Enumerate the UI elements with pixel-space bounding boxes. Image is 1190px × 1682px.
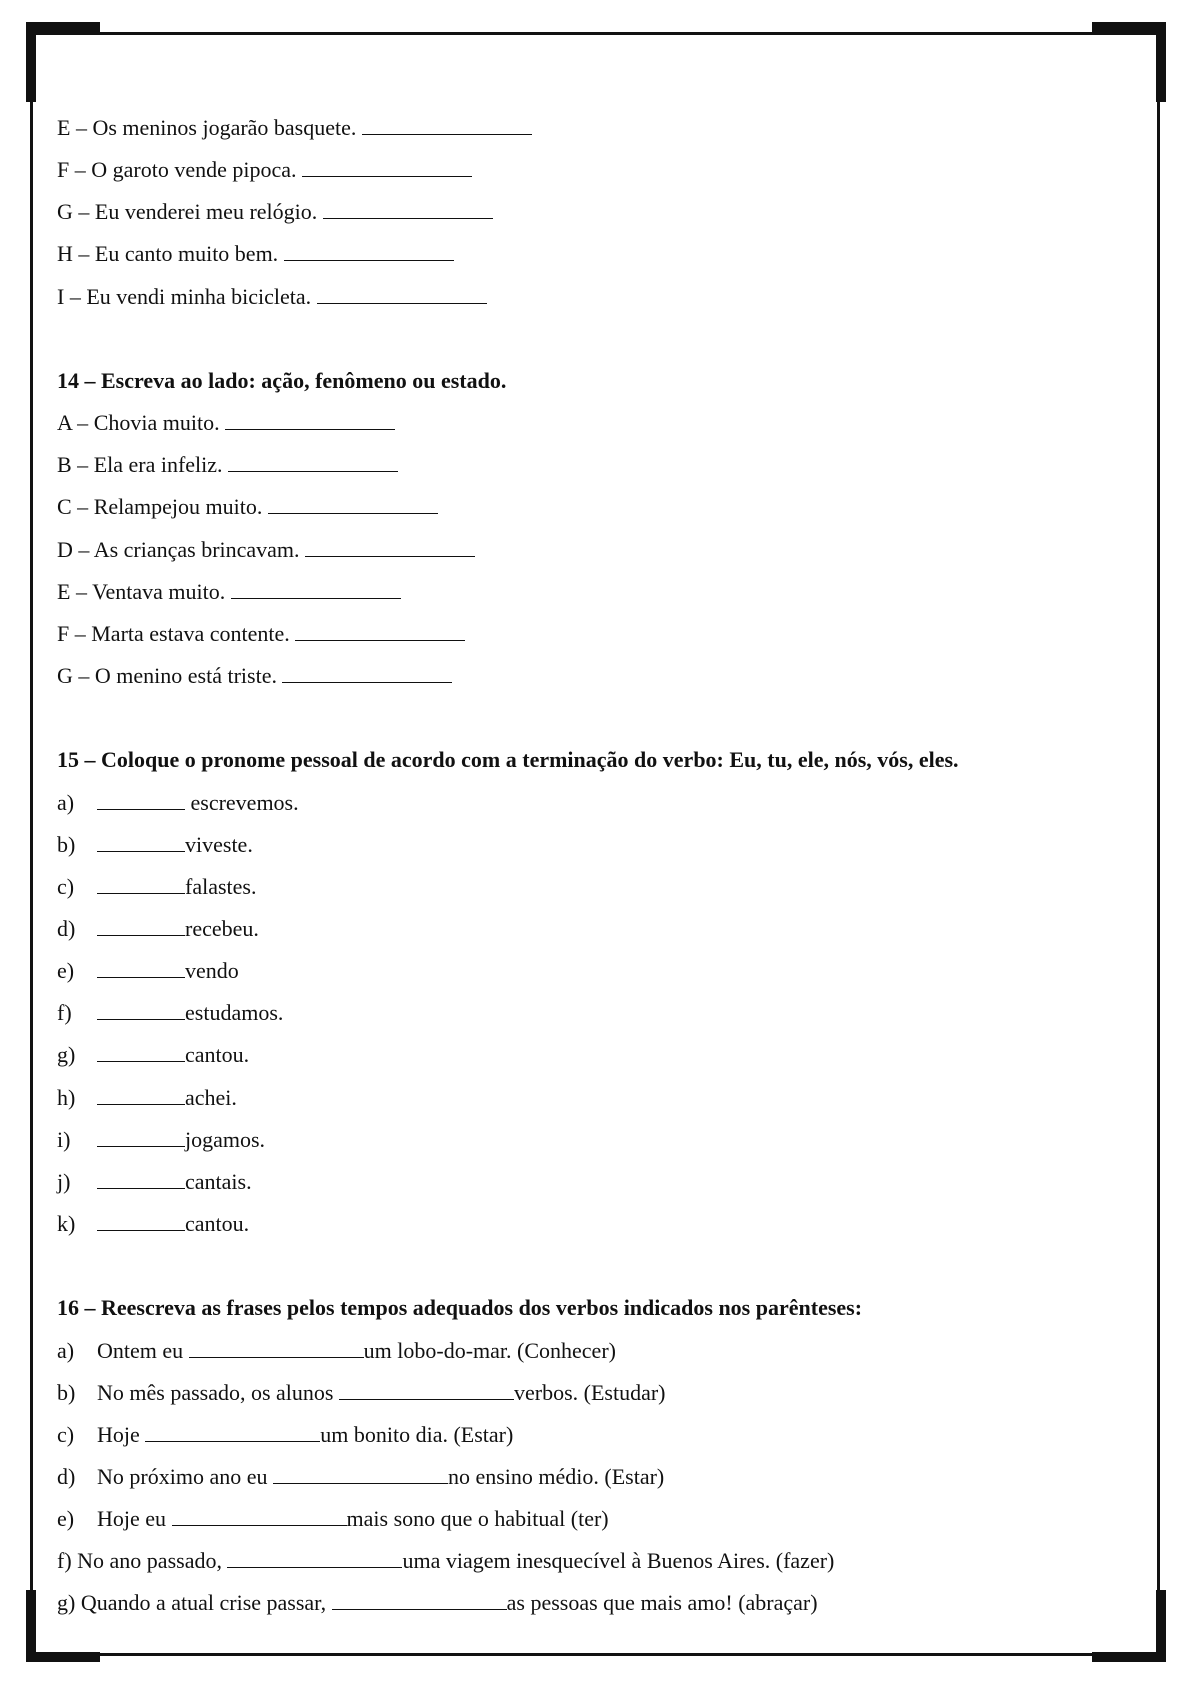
item-label: c) [57,1421,75,1447]
item-text-after: um bonito dia. (Estar) [320,1421,514,1447]
item-text: Os meninos jogarão basquete. [92,115,357,140]
item-text: As crianças brincavam. [93,536,300,562]
answer-blank[interactable] [97,833,185,852]
item-label: d) [57,915,76,941]
answer-blank[interactable] [302,158,472,177]
list-item [57,1540,1137,1582]
answer-blank[interactable] [189,1339,364,1358]
answer-blank[interactable] [317,285,487,304]
item-label: E – [57,578,87,604]
item-text: vendo [185,958,239,984]
answer-blank[interactable] [97,791,185,810]
item-label: F – [57,157,86,183]
border-corner-tl [26,22,100,32]
question-15-title: 15 – Coloque o pronome pessoal de acordo com a terminação do verbo: Eu, tu, ele, nós, vós, eles. [57,747,959,773]
item-text-after: as pessoas que mais amo! (abraçar) [506,1590,818,1616]
item-label: H – [57,241,90,267]
item-label: f) [57,1000,72,1026]
item-label: B – [57,452,89,478]
item-text: cantais. [185,1168,252,1194]
item-text-after: verbos. (Estudar) [513,1379,666,1405]
item-label: j) [57,1168,71,1194]
item-text-before: No ano passado, [77,1548,222,1574]
list-item [57,486,1137,528]
answer-blank[interactable] [295,622,465,641]
item-text: cantou. [185,1042,250,1068]
answer-blank[interactable] [97,1170,185,1189]
item-label: e) [57,958,75,984]
list-item [57,571,1137,613]
item-text: viveste. [185,831,253,857]
answer-blank[interactable] [97,1086,185,1105]
border-corner-bl-side [26,1590,36,1662]
item-label: i) [57,1126,71,1152]
item-label: a) [57,789,75,815]
list-item [57,1414,1137,1456]
list-item [57,1582,1137,1624]
list-item [57,655,1137,697]
list-item [57,276,1137,318]
border-corner-br [1092,1652,1166,1662]
answer-blank[interactable] [332,1591,507,1610]
list-item [57,866,1137,908]
item-text: recebeu. [185,915,259,941]
item-text: O menino está triste. [94,663,277,689]
item-label: C – [57,494,89,520]
item-text-before: Hoje eu [97,1506,167,1532]
border-corner-bl [26,1652,100,1662]
border-corner-tl-side [26,22,36,102]
list-item [57,233,1137,275]
answer-blank[interactable] [339,1381,514,1400]
list-item [57,782,1137,824]
answer-blank[interactable] [268,495,438,514]
worksheet-content [57,107,1137,1625]
item-text: Marta estava contente. [91,620,290,646]
answer-blank[interactable] [305,538,475,557]
item-text-after: mais sono que o habitual (ter) [346,1506,609,1532]
answer-blank[interactable] [323,200,493,219]
answer-blank[interactable] [284,242,454,261]
item-label: I – [57,283,81,309]
border-corner-br-side [1156,1590,1166,1662]
item-label: F – [57,620,86,646]
item-label: d) [57,1464,76,1489]
item-label: h) [57,1084,76,1110]
item-label: G – [57,199,90,225]
item-label: e) [57,1506,75,1532]
list-item [57,1203,1137,1245]
list-item [57,1119,1137,1161]
question-16-items [57,1330,1137,1625]
answer-blank[interactable] [97,959,185,978]
list-item [57,1330,1137,1372]
question-16-title: 16 – Reescreva as frases pelos tempos adequados dos verbos indicados nos parênteses: [57,1295,863,1321]
item-text: O garoto vende pipoca. [91,157,297,183]
question-14-title: 14 – Escreva ao lado: ação, fenômeno ou estado. [57,367,507,393]
answer-blank[interactable] [97,1128,185,1147]
list-item [57,444,1137,486]
answer-blank[interactable] [97,875,185,894]
answer-blank[interactable] [225,411,395,430]
list-item [57,402,1137,444]
item-text: estudamos. [185,1000,284,1026]
item-text: cantou. [185,1211,250,1237]
item-text-before: Hoje [97,1421,140,1447]
item-label: a) [57,1337,75,1363]
item-text: jogamos. [185,1126,266,1152]
question-15-items [57,782,1137,1246]
item-text-after: no ensino médio. (Estar) [447,1464,665,1489]
answer-blank[interactable] [97,1212,185,1231]
item-label: c) [57,873,75,899]
item-label: b) [57,1379,76,1405]
answer-blank[interactable] [282,664,452,683]
list-item [57,1161,1137,1203]
list-item [57,908,1137,950]
answer-blank[interactable] [227,1549,402,1568]
list-item [57,1077,1137,1119]
item-text: falastes. [185,873,257,899]
item-text: Relampejou muito. [93,494,263,520]
item-text: Eu venderei meu relógio. [94,199,318,225]
item-text-before: No mês passado, os alunos [97,1379,334,1405]
question-14-items [57,402,1137,697]
list-item [57,613,1137,655]
list-item [57,529,1137,571]
item-text: Chovia muito. [93,410,220,436]
question-13-items [57,107,1137,318]
list-item [57,1456,1137,1498]
answer-blank[interactable] [172,1507,347,1526]
answer-blank[interactable] [362,116,532,135]
list-item [57,992,1137,1034]
list-item [57,149,1137,191]
border-corner-tr [1092,22,1166,32]
item-label: E – [57,115,87,140]
item-text: Ventava muito. [92,578,226,604]
list-item [57,1034,1137,1076]
item-text-after: um lobo-do-mar. (Conhecer) [363,1337,616,1363]
answer-blank[interactable] [97,1043,185,1062]
item-text-after: uma viagem inesquecível à Buenos Aires. (fazer) [402,1548,835,1574]
item-label: G – [57,663,90,689]
list-item [57,191,1137,233]
item-text: achei. [185,1084,237,1110]
answer-blank[interactable] [97,917,185,936]
answer-blank[interactable] [97,1001,185,1020]
answer-blank[interactable] [273,1465,448,1484]
list-item [57,1498,1137,1540]
item-label: g) [57,1590,76,1616]
item-label: b) [57,831,76,857]
item-label: D – [57,536,90,562]
item-label: f) [57,1548,72,1574]
answer-blank[interactable] [145,1423,320,1442]
answer-blank[interactable] [228,453,398,472]
list-item [57,824,1137,866]
list-item [57,107,1137,149]
list-item [57,950,1137,992]
item-text: escrevemos. [185,789,299,815]
answer-blank[interactable] [231,580,401,599]
border-corner-tr-side [1156,22,1166,102]
item-text-before: Ontem eu [97,1337,184,1363]
item-label: A – [57,410,89,436]
item-text: Ela era infeliz. [93,452,223,478]
item-text-before: No próximo ano eu [97,1464,268,1489]
item-label: k) [57,1211,76,1237]
item-label: g) [57,1042,76,1068]
item-text-before: Quando a atual crise passar, [80,1590,327,1616]
item-text: Eu vendi minha bicicleta. [86,283,312,309]
list-item [57,1372,1137,1414]
item-text: Eu canto muito bem. [94,241,279,267]
